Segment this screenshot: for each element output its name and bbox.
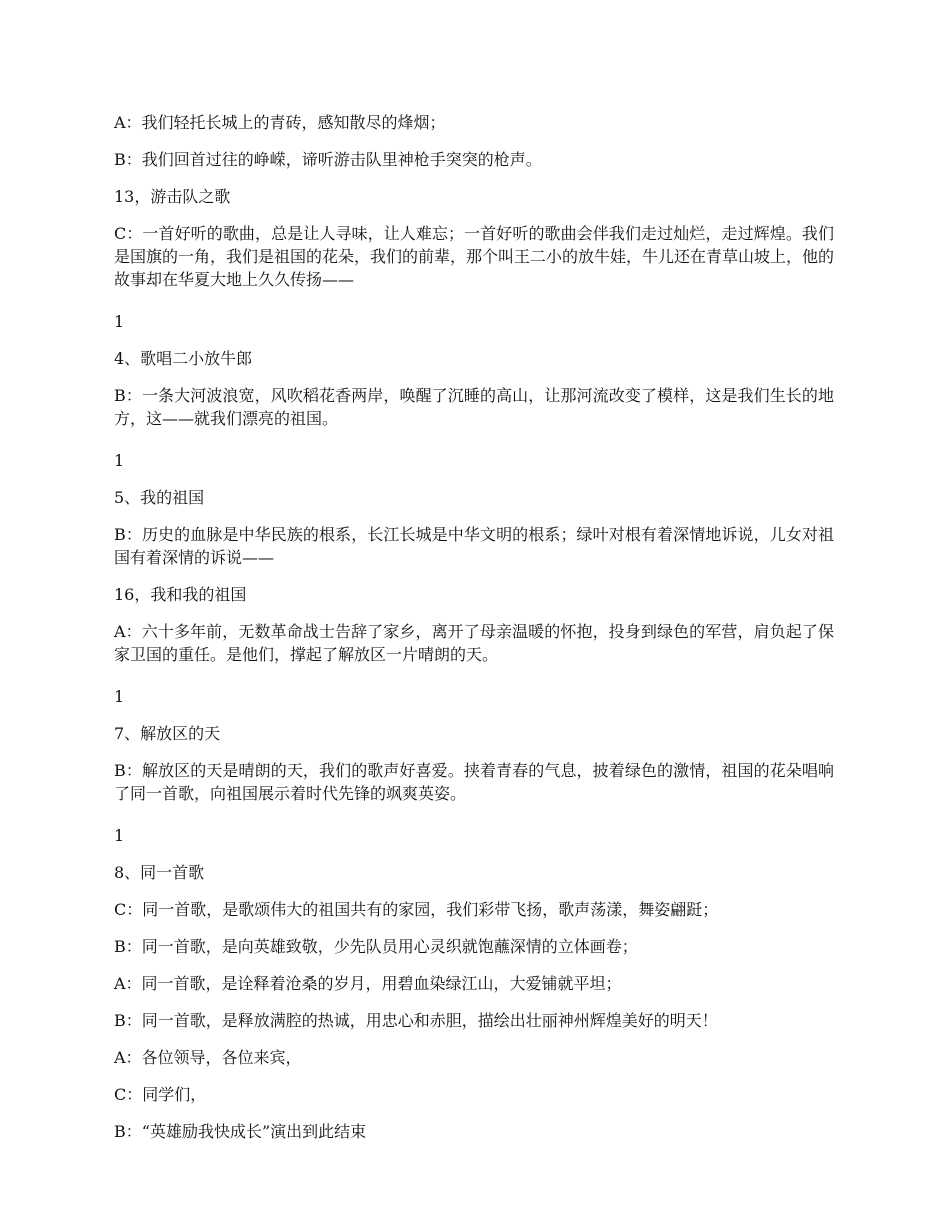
document-page <box>114 111 834 1157</box>
section-heading: 13，游击队之歌 <box>114 187 231 206</box>
section-heading: 5、我的祖国 <box>114 488 205 507</box>
paragraph: A：各位领导，各位来宾， <box>114 1048 302 1067</box>
paragraph: B：历史的血脉是中华民族的根系，长江长城是中华文明的根系；绿叶对根有着深情地诉说，儿女对祖国有着深情的诉说—— <box>114 525 834 567</box>
paragraph: B：同一首歌，是释放满腔的热诚，用忠心和赤胆，描绘出壮丽神州辉煌美好的明天！ <box>114 1011 718 1030</box>
paragraph: A：六十多年前，无数革命战士告辞了家乡，离开了母亲温暖的怀抱，投身到绿色的军营，肩负起了保家卫国的重任。是他们，撑起了解放区一片晴朗的天。 <box>114 622 834 664</box>
paragraph: B：我们回首过往的峥嵘，谛听游击队里神枪手突突的枪声。 <box>114 150 542 169</box>
paragraph: C：同一首歌，是歌颂伟大的祖国共有的家园，我们彩带飞扬，歌声荡漾，舞姿翩跹； <box>114 900 719 919</box>
paragraph: B：“英雄励我快成长”演出到此结束 <box>114 1122 367 1141</box>
section-heading: 8、同一首歌 <box>114 863 205 882</box>
page-number: 1 <box>114 312 125 331</box>
paragraph: A：同一首歌，是诠释着沧桑的岁月，用碧血染绿江山，大爱铺就平坦； <box>114 974 622 993</box>
section-heading: 16，我和我的祖国 <box>114 585 247 604</box>
paragraph: A：我们轻托长城上的青砖，感知散尽的烽烟； <box>114 113 446 132</box>
page-number: 1 <box>114 687 125 706</box>
page-number: 1 <box>114 451 125 470</box>
paragraph: B：一条大河波浪宽，风吹稻花香两岸，唤醒了沉睡的高山，让那河流改变了模样，这是我们生长的地方，这——就我们漂亮的祖国。 <box>114 386 834 428</box>
paragraph: B：同一首歌，是向英雄致敬，少先队员用心灵织就饱蘸深情的立体画卷； <box>114 937 638 956</box>
paragraph: C：一首好听的歌曲，总是让人寻味，让人难忘；一首好听的歌曲会伴我们走过灿烂，走过辉煌。我们是国旗的一角，我们是祖国的花朵，我们的前辈，那个叫王二小的放牛娃，牛儿还在青草山坡上，他的故事却在华夏大地上久久传扬—— <box>114 224 835 289</box>
paragraph: C：同学们， <box>114 1085 207 1104</box>
section-heading: 7、解放区的天 <box>114 724 221 743</box>
page-number: 1 <box>114 826 125 845</box>
section-heading: 4、歌唱二小放牛郎 <box>114 349 253 368</box>
paragraph: B：解放区的天是晴朗的天，我们的歌声好喜爱。挟着青春的气息，披着绿色的激情，祖国的花朵唱响了同一首歌，向祖国展示着时代先锋的飒爽英姿。 <box>114 761 834 803</box>
